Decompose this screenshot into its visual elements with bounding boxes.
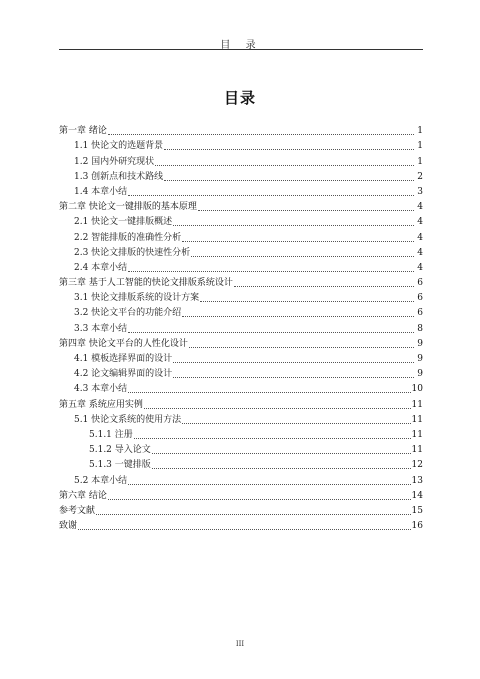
toc-entry-label: 5.1.3 一键排版	[89, 460, 151, 471]
toc-entry-label: 参考文献	[59, 505, 96, 516]
toc-entry-label: 2.4 本章小结	[74, 262, 128, 273]
toc-entry[interactable]	[59, 183, 423, 198]
toc-entry-label: 5.1.1 注册	[89, 429, 133, 440]
running-header: 目 录	[220, 40, 262, 51]
toc-entry[interactable]	[59, 426, 423, 441]
toc-entry-page: 11	[411, 445, 423, 456]
toc-entry[interactable]	[59, 517, 423, 532]
dot-leader	[173, 225, 414, 226]
dot-leader	[182, 423, 410, 424]
toc-entry[interactable]	[59, 441, 423, 456]
dot-leader	[134, 438, 411, 439]
dot-leader	[128, 484, 410, 485]
toc-entry-page: 10	[411, 384, 423, 395]
header-rule	[59, 49, 423, 50]
toc-entry-page: 11	[411, 399, 423, 410]
toc-entry[interactable]	[59, 228, 423, 243]
toc-entry-label: 3.1 快论文排版系统的设计方案	[74, 293, 200, 304]
dot-leader	[152, 468, 411, 469]
toc-entry[interactable]	[59, 198, 423, 213]
toc-entry-page: 1	[417, 156, 423, 167]
dot-leader	[128, 271, 414, 272]
toc-entry[interactable]	[59, 274, 423, 289]
dot-leader	[182, 316, 414, 317]
toc-entry[interactable]	[59, 411, 423, 426]
dot-leader	[108, 134, 414, 135]
dot-leader	[234, 286, 414, 287]
toc-entry-label: 1.3 创新点和技术路线	[74, 171, 164, 182]
dot-leader	[128, 332, 414, 333]
toc-entry[interactable]	[59, 335, 423, 350]
toc-entry-page: 3	[417, 186, 423, 197]
toc-entry[interactable]	[59, 471, 423, 486]
dot-leader	[182, 241, 414, 242]
toc-entry-page: 13	[411, 475, 423, 486]
dot-leader	[78, 529, 411, 530]
toc-entry-label: 第四章 快论文平台的人性化设计	[59, 338, 188, 349]
page-title: 目录	[223, 89, 256, 107]
toc-entry[interactable]	[59, 319, 423, 334]
toc-entry-page: 6	[417, 293, 423, 304]
toc-entry[interactable]	[59, 137, 423, 152]
toc-entry-label: 2.3 快论文排版的快速性分析	[74, 247, 191, 258]
toc-entry-label: 第一章 绪论	[59, 126, 107, 137]
toc-entry-label: 4.2 论文编辑界面的设计	[74, 369, 173, 380]
toc-entry-label: 5.1 快论文系统的使用方法	[74, 414, 182, 425]
dot-leader	[128, 392, 410, 393]
dot-leader	[173, 362, 414, 363]
toc-entry[interactable]	[59, 152, 423, 167]
page-number: III	[235, 640, 245, 648]
toc-entry-label: 第五章 系统应用实例	[59, 399, 143, 410]
toc-entry-label: 1.4 本章小结	[74, 186, 128, 197]
dot-leader	[128, 195, 414, 196]
toc-entry-page: 4	[417, 262, 423, 273]
toc-entry-label: 1.2 国内外研究现状	[74, 156, 155, 167]
toc-entry[interactable]	[59, 350, 423, 365]
toc-entry-page: 6	[417, 278, 423, 289]
toc-entry[interactable]	[59, 259, 423, 274]
toc-entry-page: 11	[411, 414, 423, 425]
toc-entry-label: 4.3 本章小结	[74, 384, 128, 395]
toc-entry-page: 11	[411, 429, 423, 440]
toc-entry-page: 2	[417, 171, 423, 182]
toc-entry-page: 9	[417, 354, 423, 364]
toc-entry-label: 3.3 本章小结	[74, 323, 128, 334]
toc-entry[interactable]	[59, 456, 423, 471]
toc-entry-page: 4	[417, 202, 423, 213]
toc-entry-label: 第六章 结论	[59, 490, 107, 501]
dot-leader	[189, 347, 414, 348]
toc-entry-page: 14	[411, 490, 423, 501]
toc-entry-label: 第三章 基于人工智能的快论文排版系统设计	[59, 278, 233, 289]
dot-leader	[96, 514, 411, 515]
toc-entry[interactable]	[59, 487, 423, 502]
dot-leader	[173, 377, 414, 378]
toc-entry-label: 4.1 模板选择界面的设计	[74, 354, 173, 364]
toc-entry-label: 2.1 快论文一键排版概述	[74, 217, 173, 228]
toc-entry-label: 致谢	[59, 521, 78, 532]
dot-leader	[155, 165, 414, 166]
toc-entry-page: 4	[417, 232, 423, 243]
toc-entry-page: 1	[417, 126, 423, 137]
toc-entry-page: 4	[417, 217, 423, 228]
toc-entry-page: 1	[417, 141, 423, 152]
toc-entry[interactable]	[59, 380, 423, 395]
toc-entry[interactable]	[59, 122, 423, 137]
toc-entry-label: 5.1.2 导入论文	[89, 445, 151, 456]
toc-entry[interactable]	[59, 365, 423, 380]
dot-leader	[164, 180, 414, 181]
toc-entry-page: 4	[417, 247, 423, 258]
toc-entry[interactable]	[59, 244, 423, 259]
toc-entry-label: 第二章 快论文一键排版的基本原理	[59, 202, 197, 213]
table-of-contents	[59, 122, 423, 532]
dot-leader	[198, 210, 414, 211]
dot-leader	[144, 408, 411, 409]
toc-entry-page: 12	[411, 460, 423, 471]
toc-entry-page: 9	[417, 338, 423, 349]
toc-entry[interactable]	[59, 213, 423, 228]
dot-leader	[164, 149, 414, 150]
toc-entry[interactable]	[59, 289, 423, 304]
dot-leader	[191, 256, 414, 257]
toc-entry-label: 1.1 快论文的选题背景	[74, 141, 164, 152]
dot-leader	[152, 453, 411, 454]
toc-entry[interactable]	[59, 168, 423, 183]
toc-entry-label: 2.2 智能排版的准确性分析	[74, 232, 182, 243]
toc-entry[interactable]	[59, 502, 423, 517]
toc-entry-page: 15	[411, 505, 423, 516]
toc-entry-page: 16	[411, 521, 423, 532]
toc-entry-page: 9	[417, 369, 423, 380]
dot-leader	[108, 499, 411, 500]
toc-entry[interactable]	[59, 304, 423, 319]
toc-entry[interactable]	[59, 395, 423, 410]
dot-leader	[200, 301, 414, 302]
toc-entry-label: 5.2 本章小结	[74, 475, 128, 486]
toc-entry-label: 3.2 快论文平台的功能介绍	[74, 308, 182, 319]
toc-entry-page: 6	[417, 308, 423, 319]
toc-entry-page: 8	[417, 323, 423, 334]
